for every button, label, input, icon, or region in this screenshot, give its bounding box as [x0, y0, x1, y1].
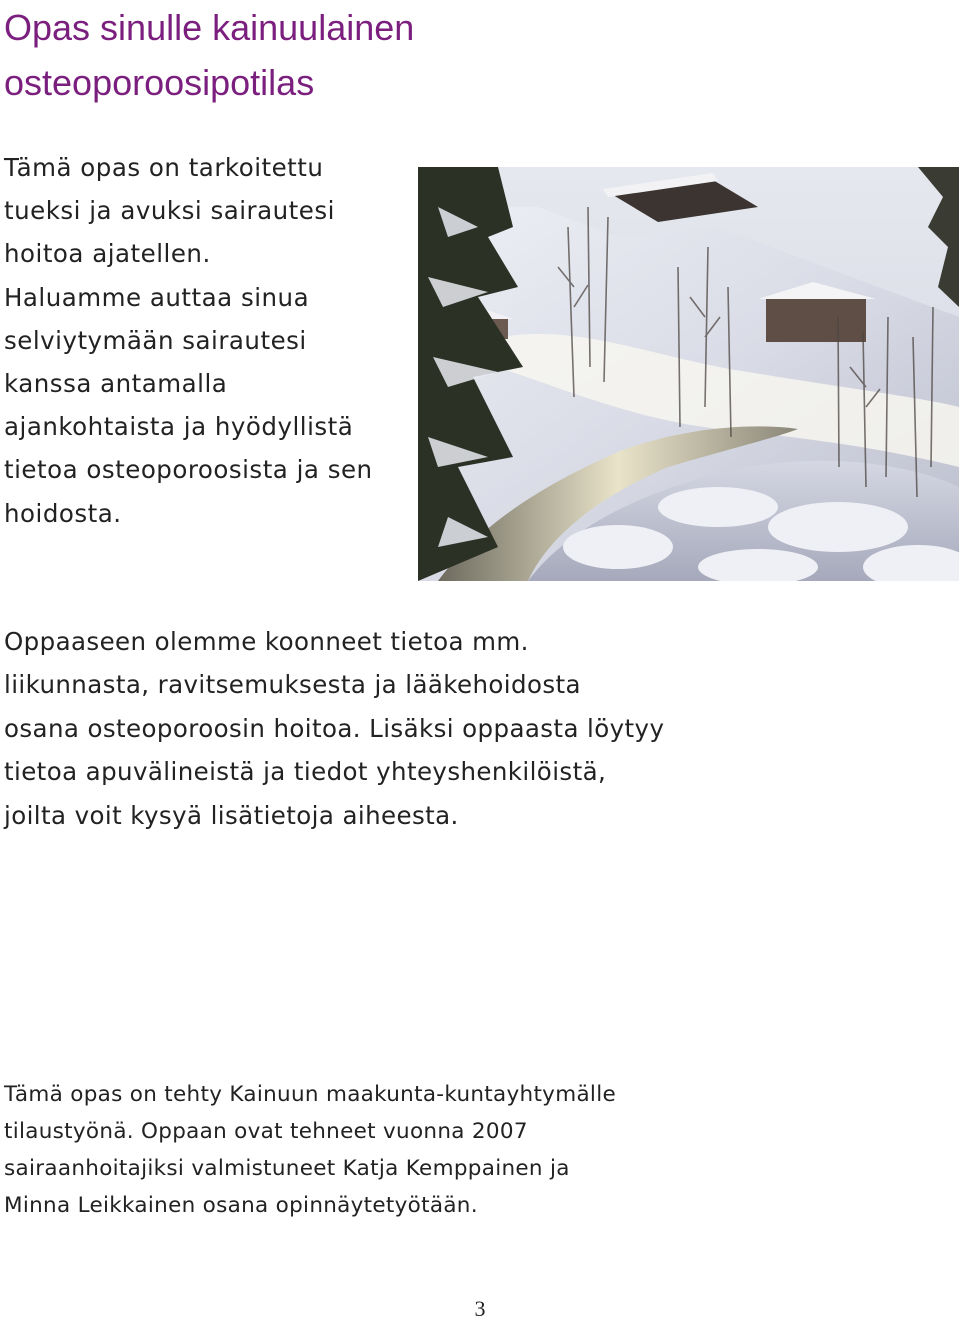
footer-line: tilaustyönä. Oppaan ovat tehneet vuonna 2007	[4, 1119, 528, 1144]
page-title	[4, 0, 414, 110]
body-line: liikunnasta, ravitsemuksesta ja lääkehoidosta	[4, 670, 581, 700]
page-number: 3	[474, 1296, 486, 1321]
body-paragraph	[4, 620, 944, 837]
intro-line: hoidosta.	[4, 498, 122, 528]
title-line: osteoporoosipotilas	[4, 62, 315, 103]
intro-line: Haluamme auttaa sinua	[4, 282, 310, 312]
body-line: Oppaaseen olemme koonneet tietoa mm.	[4, 627, 529, 656]
intro-line: selviytymään sairautesi	[4, 325, 307, 355]
title-line: Opas sinulle kainuulainen	[4, 7, 415, 48]
body-line: tietoa apuvälineistä ja tiedot yhteyshenkilöistä,	[4, 757, 607, 787]
body-line: joilta voit kysyä lisätietoja aiheesta.	[4, 800, 459, 830]
footer-line: Tämä opas on tehty Kainuun maakunta-kuntayhtymälle	[4, 1082, 617, 1107]
footer-paragraph	[4, 1076, 944, 1224]
intro-line: tietoa osteoporoosista ja sen	[4, 455, 373, 485]
footer-line: Minna Leikkainen osana opinnäytetyötään.	[4, 1193, 478, 1218]
winter-landscape-photo	[418, 167, 959, 581]
body-line: osana osteoporoosin hoitoa. Lisäksi oppaasta löytyy	[4, 713, 665, 743]
intro-line: ajankohtaista ja hyödyllistä	[4, 412, 354, 442]
footer-line: sairaanhoitajiksi valmistuneet Katja Kemppainen ja	[4, 1156, 570, 1181]
intro-line: hoitoa ajatellen.	[4, 239, 211, 269]
intro-line: tueksi ja avuksi sairautesi	[4, 196, 335, 226]
intro-line: kanssa antamalla	[4, 369, 228, 399]
intro-line: Tämä opas on tarkoitettu	[4, 153, 324, 182]
intro-paragraph	[4, 146, 409, 535]
